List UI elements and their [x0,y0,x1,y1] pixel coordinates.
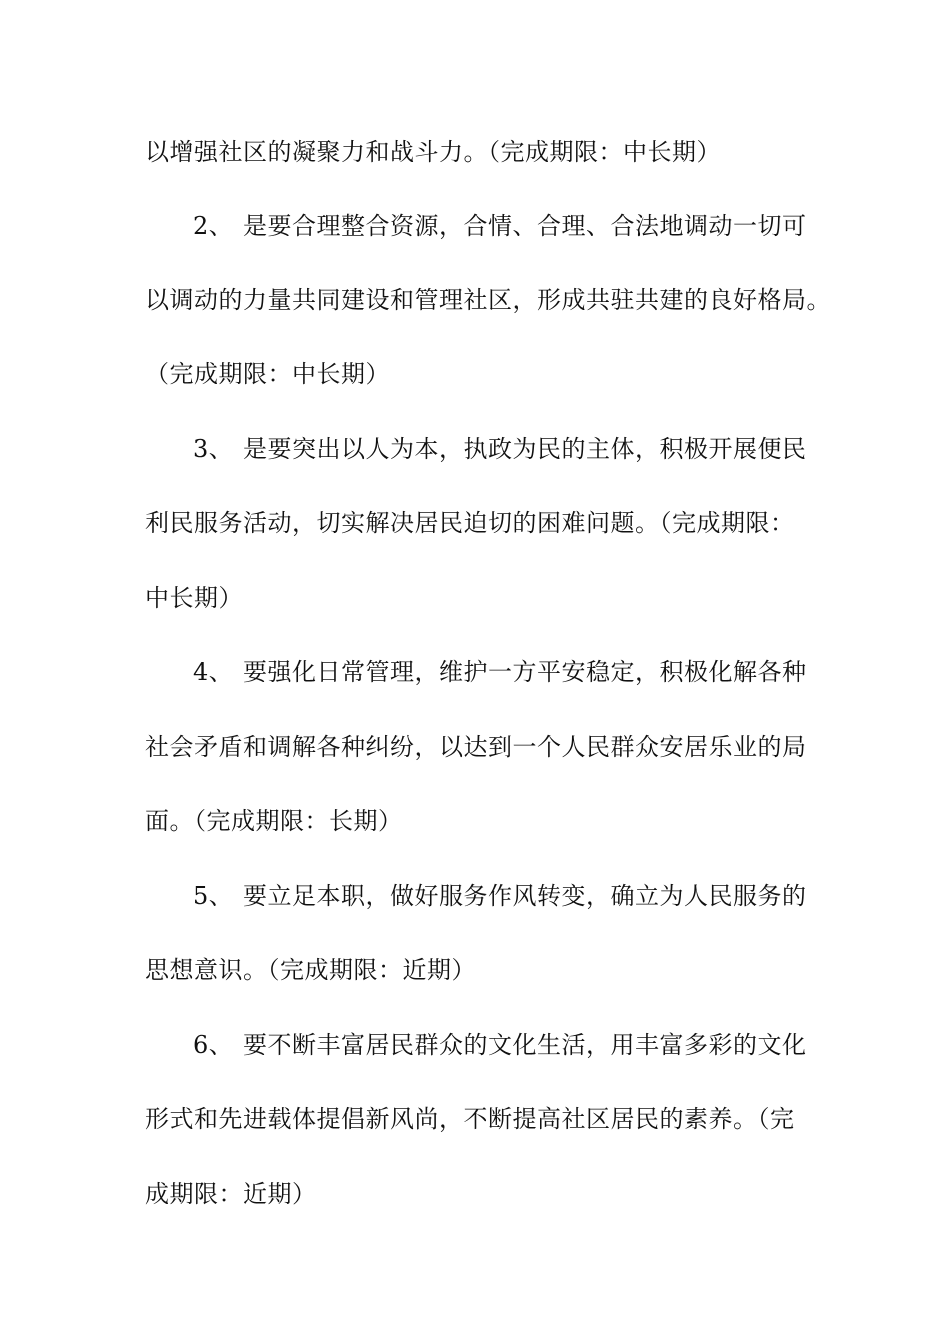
text-line: 社会矛盾和调解各种纠纷，以达到一个人民群众安居乐业的局 [145,733,807,761]
list-item-5 [193,881,807,911]
list-item-2 [193,211,807,241]
text-line: 形式和先进载体提倡新风尚，不断提高社区居民的素养。（完 [145,1105,795,1133]
text-line: 是要合理整合资源，合情、合理、合法地调动一切可 [243,212,807,240]
text-line: 面。（完成期限：长期） [145,807,403,835]
text-line: 要不断丰富居民群众的文化生活，用丰富多彩的文化 [243,1031,807,1059]
text-line: 要强化日常管理，维护一方平安稳定，积极化解各种 [243,658,807,686]
text-line: 是要突出以人为本，执政为民的主体，积极开展便民 [243,435,807,463]
text-line: 利民服务活动，切实解决居民迫切的困难问题。（完成期限： [145,509,795,537]
text-line: 以调动的力量共同建设和管理社区，形成共驻共建的良好格局。 [145,286,831,314]
text-line: 思想意识。（完成期限：近期） [145,956,476,984]
item-number: 3、 [193,435,234,463]
list-item-3 [193,434,807,464]
list-item-6 [193,1030,807,1060]
item-number: 5、 [193,882,234,910]
text-line: 以增强社区的凝聚力和战斗力。（完成期限：中长期） [145,138,721,166]
text-line: 成期限：近期） [145,1180,317,1208]
item-number: 2、 [193,212,234,240]
text-line: 要立足本职，做好服务作风转变，确立为人民服务的 [243,882,807,910]
text-line: （完成期限：中长期） [145,360,390,388]
item-number: 4、 [193,658,234,686]
text-line: 中长期） [145,584,243,612]
item-number: 6、 [193,1031,234,1059]
list-item-4 [193,657,807,687]
